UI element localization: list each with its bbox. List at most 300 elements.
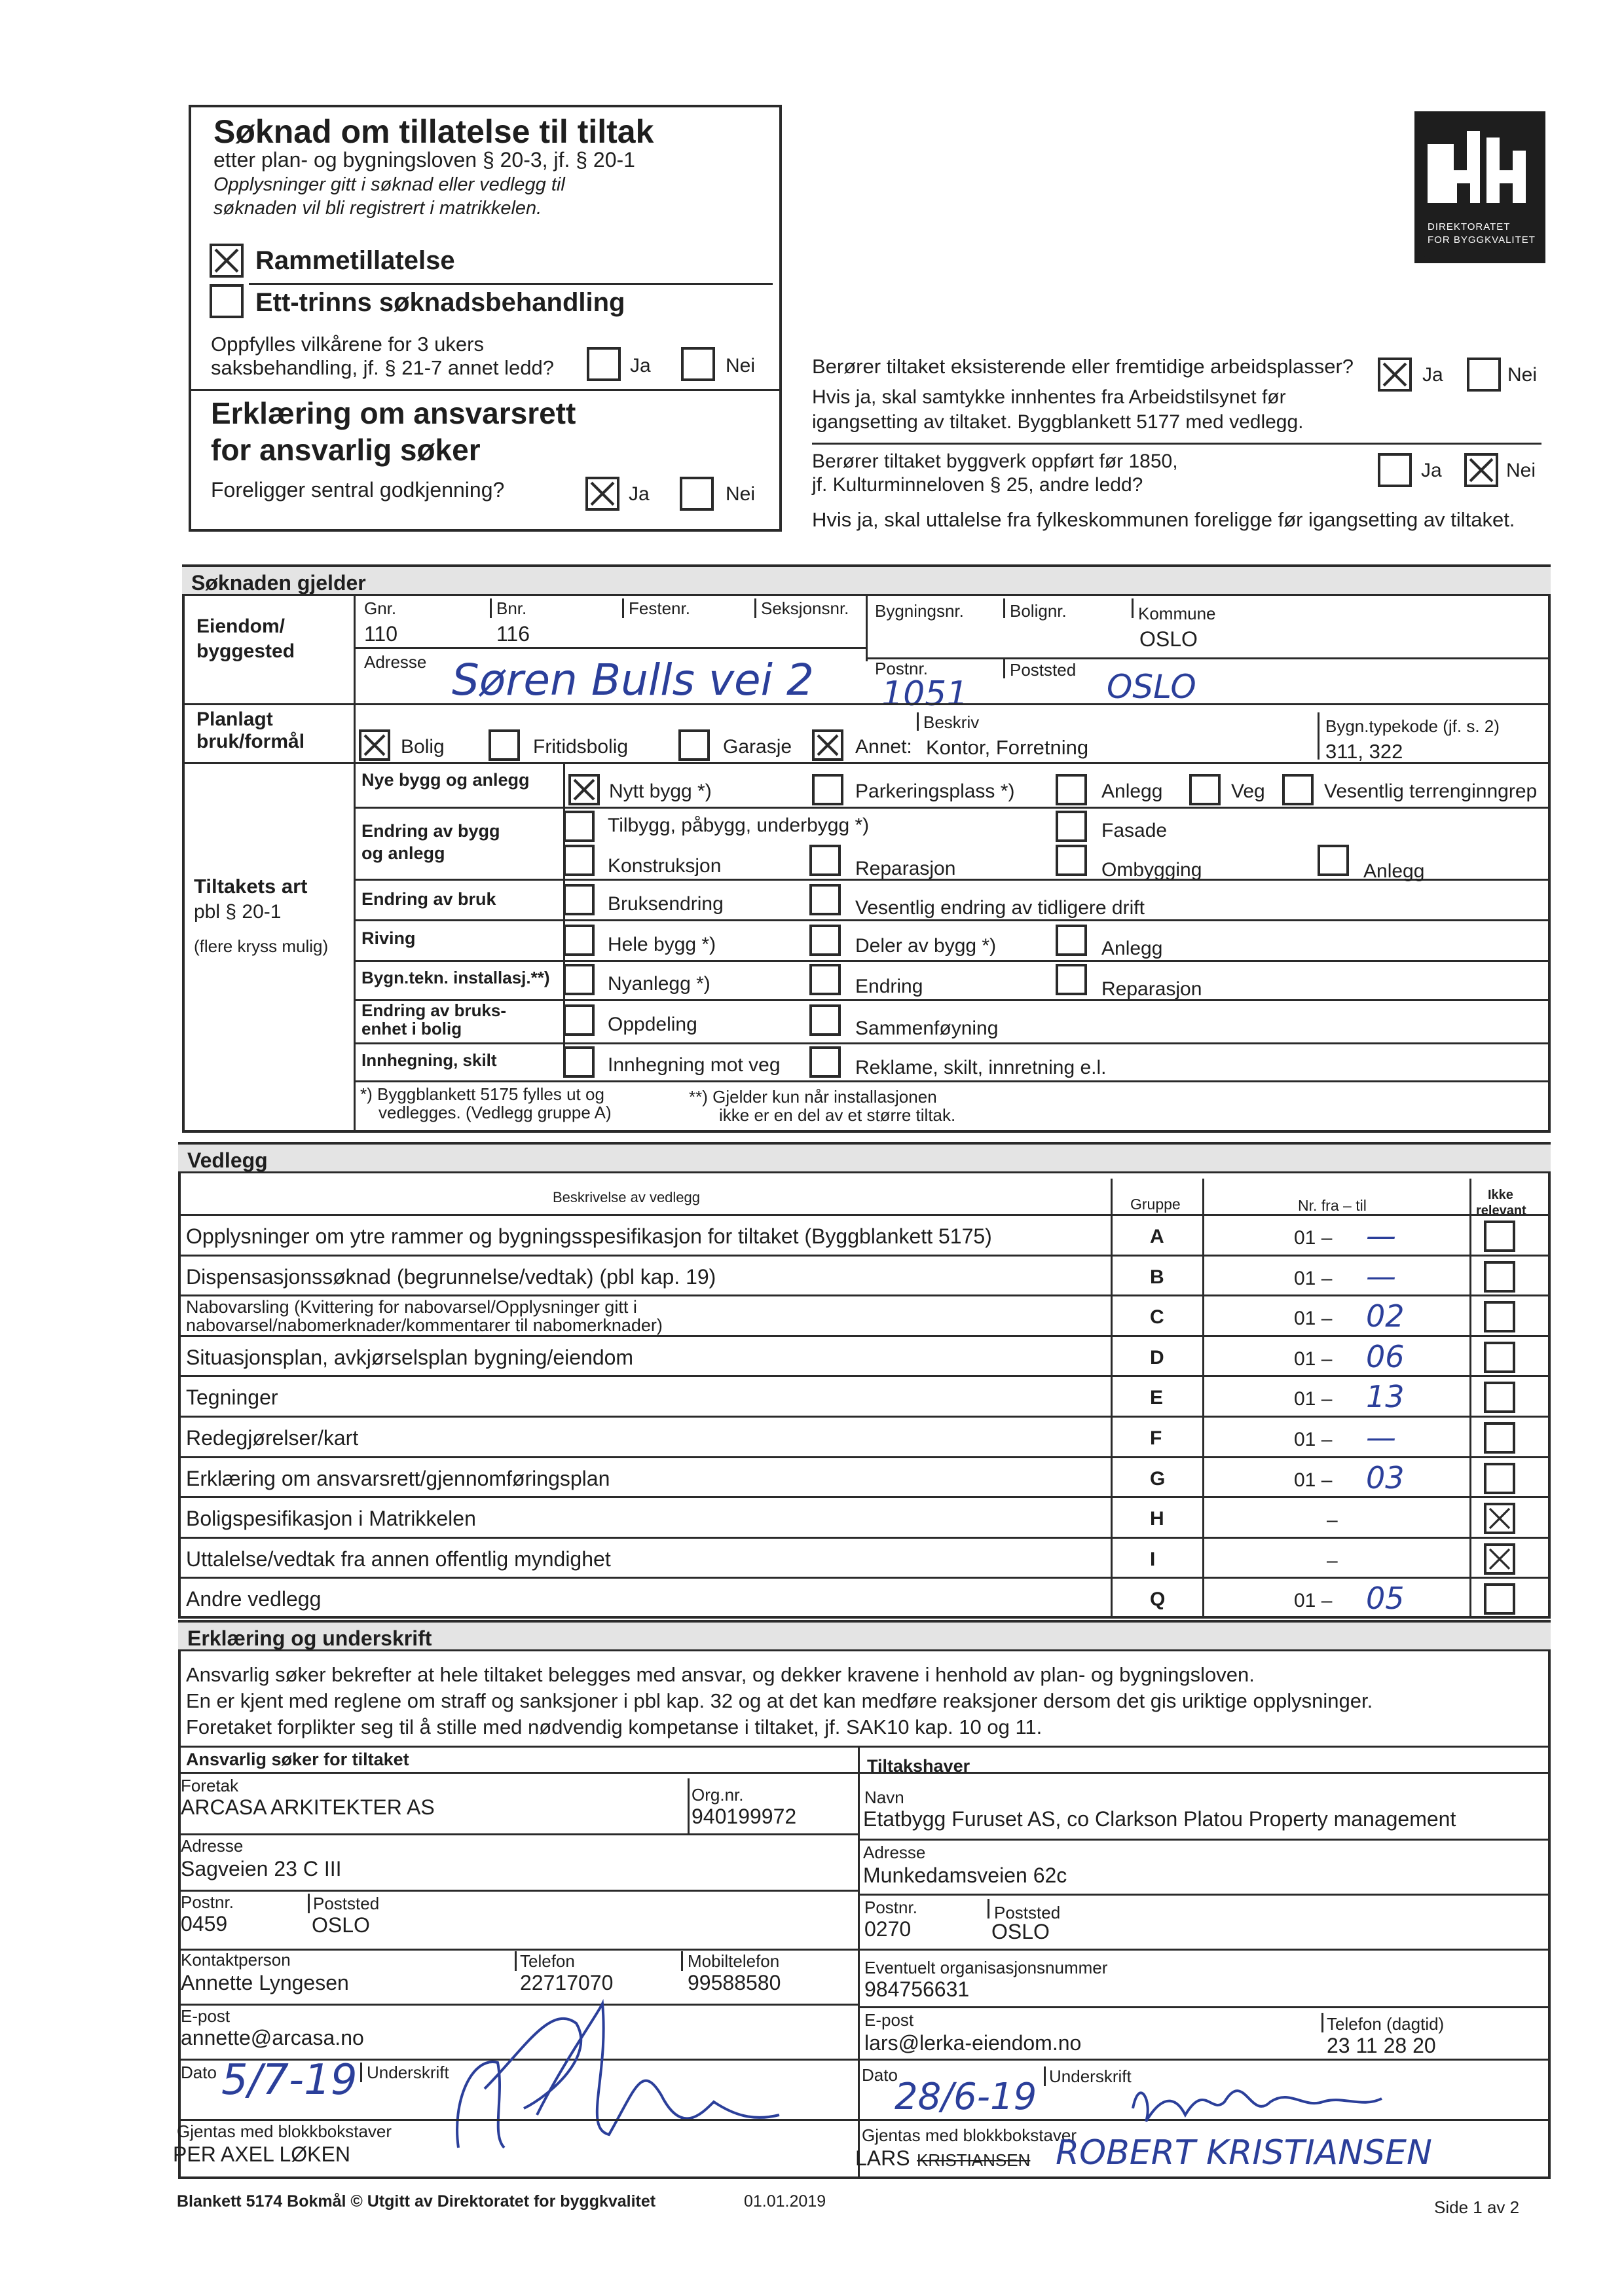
planlagt-label-2: bruk/formål bbox=[196, 731, 305, 752]
postnr-label: Postnr. bbox=[864, 1898, 917, 1917]
tiltakshaver-gjentas-struck: KRISTIANSEN bbox=[917, 2150, 1031, 2170]
orgnummer-label: Eventuelt organisasjonsnummer bbox=[864, 1958, 1108, 1977]
kommune-value[interactable]: OSLO bbox=[1139, 627, 1198, 651]
checkbox-deler-bygg[interactable] bbox=[809, 925, 841, 956]
checkbox-ikke-relevant[interactable] bbox=[1484, 1503, 1515, 1534]
checkbox-reparasjon-inst[interactable] bbox=[1056, 964, 1087, 995]
checkbox-ikke-relevant[interactable] bbox=[1484, 1301, 1515, 1332]
checkbox-ikke-relevant[interactable] bbox=[1484, 1543, 1515, 1575]
mobil-label: Mobiltelefon bbox=[688, 1951, 780, 1971]
tiltakshaver-signature bbox=[1113, 2063, 1388, 2135]
divider bbox=[858, 1746, 860, 2179]
divider bbox=[866, 596, 868, 661]
vedlegg-gruppe: G bbox=[1150, 1468, 1166, 1490]
soknad-header-bar bbox=[182, 564, 1551, 596]
checkbox-rammetillatelse[interactable] bbox=[210, 244, 244, 278]
footnote-1b: vedlegges. (Vedlegg gruppe A) bbox=[378, 1103, 612, 1122]
vedlegg-nr-til-handwritten[interactable]: — bbox=[1366, 1218, 1396, 1253]
checkbox-anlegg-endring[interactable] bbox=[1318, 845, 1349, 876]
divider bbox=[987, 1899, 989, 1919]
reparasjon-label: Reparasjon bbox=[1101, 978, 1202, 1000]
divider bbox=[754, 598, 756, 618]
vedlegg-nr-fra[interactable]: 01 – bbox=[1294, 1590, 1333, 1611]
annet-label: Annet: bbox=[855, 736, 912, 758]
soker-epost[interactable]: annette@arcasa.no bbox=[181, 2026, 364, 2049]
divider bbox=[917, 712, 919, 731]
telefon-label: Telefon bbox=[520, 1951, 575, 1971]
postnr-label: Postnr. bbox=[181, 1892, 234, 1912]
kommune-label: Kommune bbox=[1138, 604, 1216, 623]
divider bbox=[1469, 1179, 1471, 1619]
foretak-label: Foretak bbox=[181, 1776, 239, 1795]
art-label-2: pbl § 20-1 bbox=[194, 901, 282, 923]
tiltakshaver-dato-handwritten[interactable]: 28/6-19 bbox=[895, 2076, 1037, 2118]
vedlegg-description: Boligspesifikasjon i Matrikkelen bbox=[186, 1507, 476, 1530]
poststed-handwritten[interactable]: OSLO bbox=[1107, 668, 1196, 706]
th-telefon-label: Telefon (dagtid) bbox=[1327, 2014, 1445, 2034]
divider bbox=[688, 1778, 690, 1833]
checkbox-sentral-ja[interactable] bbox=[585, 477, 619, 511]
arbeidsplasser-question: Berører tiltaket eksisterende eller fremtidige arbeidsplasser? bbox=[812, 355, 1354, 378]
tiltakshaver-navn[interactable]: Etatbygg Furuset AS, co Clarkson Platou Property management bbox=[863, 1807, 1456, 1831]
checkbox-byggverk-ja[interactable] bbox=[1378, 453, 1412, 487]
divider bbox=[182, 703, 1551, 705]
checkbox-veg[interactable] bbox=[1189, 774, 1221, 805]
divider bbox=[1044, 2066, 1046, 2086]
checkbox-konstruksjon[interactable] bbox=[563, 845, 595, 876]
checkbox-byggverk-nei[interactable] bbox=[1464, 453, 1498, 487]
dato-label: Dato bbox=[181, 2063, 217, 2082]
vedlegg-gruppe: B bbox=[1150, 1266, 1164, 1288]
row-divider bbox=[178, 1456, 1551, 1458]
col-ikke-1: Ikke bbox=[1488, 1188, 1513, 1202]
label-ja: Ja bbox=[630, 355, 651, 376]
soker-poststed[interactable]: OSLO bbox=[312, 1913, 370, 1937]
divider bbox=[308, 1894, 310, 1913]
label-ja: Ja bbox=[1421, 460, 1442, 481]
oppdeling-label: Oppdeling bbox=[608, 1014, 697, 1035]
checkbox-ikke-relevant[interactable] bbox=[1484, 1342, 1515, 1373]
checkbox-bolig[interactable] bbox=[359, 729, 390, 761]
divider bbox=[1003, 659, 1005, 678]
divider bbox=[858, 2006, 1551, 2008]
checkbox-arbeid-nei[interactable] bbox=[1467, 358, 1501, 392]
adresse-label: Adresse bbox=[181, 1836, 244, 1856]
divider bbox=[515, 1951, 517, 1971]
label-nei: Nei bbox=[726, 483, 756, 505]
label-nei: Nei bbox=[1506, 460, 1536, 481]
gjentas-label: Gjentas med blokkbokstaver bbox=[862, 2125, 1077, 2145]
soker-postnr[interactable]: 0459 bbox=[181, 1912, 228, 1936]
arbeidsplasser-info-2: igangsetting av tiltaket. Byggblankett 5177 med vedlegg. bbox=[812, 411, 1304, 433]
adresse-handwritten[interactable]: Søren Bulls vei 2 bbox=[452, 655, 814, 705]
checkbox-ikke-relevant[interactable] bbox=[1484, 1583, 1515, 1615]
dato-label: Dato bbox=[862, 2065, 898, 2085]
divider bbox=[178, 1746, 1551, 1748]
row-riving: Riving bbox=[361, 928, 416, 948]
divider bbox=[1321, 2013, 1323, 2032]
tiltakshaver-gjentas-handwritten[interactable]: ROBERT KRISTIANSEN bbox=[1056, 2133, 1432, 2173]
option-ett-trinns: Ett-trinns søknadsbehandling bbox=[255, 288, 625, 317]
checkbox-endring[interactable] bbox=[809, 964, 841, 995]
sammenfoyning-label: Sammenføyning bbox=[855, 1018, 999, 1039]
erklaring-text-2: En er kjent med reglene om straff og sanksjoner i pbl kap. 32 og at det kan medføre reaksjoner dersom det gis uriktige opplysninger. bbox=[186, 1689, 1373, 1712]
divider bbox=[178, 1833, 858, 1835]
checkbox-ikke-relevant[interactable] bbox=[1484, 1463, 1515, 1494]
tiltakshaver-telefon[interactable]: 23 11 28 20 bbox=[1327, 2034, 1436, 2057]
checkbox-anlegg-riving[interactable] bbox=[1056, 925, 1087, 956]
vedlegg-gruppe: H bbox=[1150, 1508, 1164, 1530]
divider bbox=[178, 1949, 1551, 1951]
vedlegg-nr-til-handwritten[interactable]: — bbox=[1366, 1420, 1396, 1455]
checkbox-vilkar-ja[interactable] bbox=[587, 347, 621, 381]
ombygging-label: Ombygging bbox=[1101, 859, 1202, 881]
erklaring-text-3: Foretaket forplikter seg til å stille med nødvendig kompetanse i tiltaket, jf. SAK10 kap. 10 og 11. bbox=[186, 1716, 1043, 1738]
tiltakshaver-adresse[interactable]: Munkedamsveien 62c bbox=[863, 1864, 1067, 1887]
dibk-logo bbox=[1414, 111, 1545, 263]
vesentlig-endring-label: Vesentlig endring av tidligere drift bbox=[855, 897, 1145, 919]
innhegning-label: Innhegning mot veg bbox=[608, 1054, 781, 1076]
divider bbox=[178, 1890, 858, 1892]
row-innhegning: Innhegning, skilt bbox=[361, 1050, 497, 1070]
konstruksjon-label: Konstruksjon bbox=[608, 855, 722, 877]
checkbox-fasade[interactable] bbox=[1056, 811, 1087, 842]
divider bbox=[681, 1951, 683, 1971]
checkbox-anlegg-nye[interactable] bbox=[1056, 774, 1087, 805]
row-divider bbox=[178, 1496, 1551, 1498]
poststed-label: Poststed bbox=[994, 1903, 1061, 1922]
vedlegg-description: Uttalelse/vedtak fra annen offentlig myndighet bbox=[186, 1547, 611, 1571]
vedlegg-description: Nabovarsling (Kvittering for nabovarsel/Opplysninger gitt i bbox=[186, 1297, 637, 1317]
erklaring-text-1: Ansvarlig søker bekrefter at hele tiltaket belegges med ansvar, og dekker kravene i henhold av plan- og bygningsloven. bbox=[186, 1663, 1255, 1686]
soker-dato-handwritten[interactable]: 5/7-19 bbox=[221, 2056, 358, 2104]
typekode-value[interactable]: 311, 322 bbox=[1325, 740, 1403, 763]
checkbox-arbeid-ja[interactable] bbox=[1378, 358, 1412, 392]
fasade-label: Fasade bbox=[1101, 820, 1168, 841]
underskrift-label: Underskrift bbox=[1049, 2066, 1132, 2086]
foretak-value[interactable]: ARCASA ARKITEKTER AS bbox=[181, 1795, 435, 1819]
divider bbox=[178, 1772, 1551, 1774]
tiltakshaver-title: Tiltakshaver bbox=[867, 1756, 970, 1776]
vedlegg-nr-fra[interactable]: 01 – bbox=[1294, 1388, 1333, 1410]
row-divider bbox=[178, 1416, 1551, 1418]
kontakt-label: Kontaktperson bbox=[181, 1950, 291, 1970]
divider bbox=[354, 1080, 1551, 1082]
vedlegg-gruppe: F bbox=[1150, 1427, 1162, 1449]
divider bbox=[182, 762, 1551, 764]
checkbox-ikke-relevant[interactable] bbox=[1484, 1382, 1515, 1413]
erklaring-title: Erklæring og underskrift bbox=[187, 1626, 432, 1650]
anlegg-label: Anlegg bbox=[1101, 780, 1163, 802]
row-divider bbox=[178, 1214, 1551, 1216]
soknad-title: Søknaden gjelder bbox=[191, 571, 366, 595]
checkbox-innhegning[interactable] bbox=[563, 1046, 595, 1078]
checkbox-nytt-bygg[interactable] bbox=[568, 774, 600, 805]
vedlegg-nr-til-handwritten[interactable]: 02 bbox=[1366, 1298, 1405, 1334]
vedlegg-nr-fra[interactable]: 01 – bbox=[1294, 1268, 1333, 1289]
divider bbox=[1111, 1179, 1113, 1619]
vedlegg-gruppe: A bbox=[1150, 1226, 1164, 1247]
col-beskrivelse: Beskrivelse av vedlegg bbox=[553, 1189, 701, 1205]
footnote-2a: **) Gjelder kun når installasjonen bbox=[689, 1087, 937, 1107]
footer-page: Side 1 av 2 bbox=[1434, 2197, 1520, 2217]
vedlegg-description: Erklæring om ansvarsrett/gjennomføringsplan bbox=[186, 1467, 610, 1490]
vedlegg-description: Andre vedlegg bbox=[186, 1587, 322, 1611]
soker-gjentas[interactable]: PER AXEL LØKEN bbox=[173, 2142, 350, 2166]
row-bruksenhet-2: enhet i bolig bbox=[361, 1019, 462, 1038]
checkbox-annet[interactable] bbox=[812, 729, 843, 761]
tiltakshaver-gjentas-print[interactable]: LARS bbox=[855, 2146, 910, 2170]
label-ja: Ja bbox=[629, 483, 650, 505]
vedlegg-description: Tegninger bbox=[186, 1386, 278, 1409]
underskrift-label: Underskrift bbox=[367, 2063, 449, 2082]
form-subtitle: etter plan- og bygningsloven § 20-3, jf. § 20-1 bbox=[213, 148, 635, 172]
footnote-2b: ikke er en del av et større tiltak. bbox=[719, 1105, 956, 1125]
divider bbox=[178, 2059, 1551, 2061]
vedlegg-description: Redegjørelser/kart bbox=[186, 1426, 359, 1450]
checkbox-parkering[interactable] bbox=[812, 774, 843, 805]
label-nei: Nei bbox=[726, 355, 756, 376]
bolignr-label: Bolignr. bbox=[1010, 601, 1067, 621]
typekode-label: Bygn.typekode (jf. s. 2) bbox=[1325, 716, 1500, 736]
checkbox-sammenfoyning[interactable] bbox=[809, 1004, 841, 1036]
checkbox-ombygging[interactable] bbox=[1056, 845, 1087, 876]
anlegg-label: Anlegg bbox=[1101, 938, 1163, 959]
orgnr-value[interactable]: 940199972 bbox=[692, 1805, 797, 1828]
festenr-label: Festenr. bbox=[629, 598, 690, 618]
row-divider bbox=[178, 1255, 1551, 1257]
vedlegg-gruppe: Q bbox=[1150, 1588, 1166, 1610]
mobil-value[interactable]: 99588580 bbox=[688, 1971, 781, 1994]
checkbox-reklame[interactable] bbox=[809, 1046, 841, 1078]
gjentas-label: Gjentas med blokkbokstaver bbox=[177, 2121, 392, 2141]
seksjonsnr-label: Seksjonsnr. bbox=[761, 598, 849, 618]
vedlegg-nr-til-handwritten[interactable]: 03 bbox=[1366, 1460, 1405, 1496]
nyanlegg-label: Nyanlegg *) bbox=[608, 973, 710, 995]
divider bbox=[354, 647, 866, 649]
divider bbox=[858, 1894, 1551, 1896]
fritidsbolig-label: Fritidsbolig bbox=[533, 736, 629, 758]
vedlegg-nr-fra[interactable]: – bbox=[1327, 1550, 1338, 1571]
divider bbox=[1003, 598, 1005, 618]
divider bbox=[354, 960, 1551, 962]
erklaring-header-bar bbox=[178, 1620, 1551, 1651]
divider bbox=[354, 596, 356, 1133]
check-x-icon bbox=[1486, 1505, 1513, 1532]
label-nei: Nei bbox=[1507, 364, 1538, 386]
logo-text-1: DIREKTORATET bbox=[1428, 221, 1511, 232]
gnr-label: Gnr. bbox=[364, 598, 397, 618]
vedlegg-nr-fra[interactable]: – bbox=[1327, 1509, 1338, 1531]
vedlegg-description: Dispensasjonssøknad (begrunnelse/vedtak) (pbl kap. 19) bbox=[186, 1265, 716, 1289]
divider bbox=[812, 443, 1541, 445]
row-endring-bruk: Endring av bruk bbox=[361, 889, 496, 909]
vedlegg-nr-til-handwritten[interactable]: — bbox=[1366, 1258, 1396, 1294]
eiendom-label-2: byggested bbox=[196, 640, 295, 662]
checkbox-hele-bygg[interactable] bbox=[563, 925, 595, 956]
arbeidsplasser-info-1: Hvis ja, skal samtykke innhentes fra Arbeidstilsynet før bbox=[812, 386, 1286, 408]
epost-label: E-post bbox=[181, 2006, 231, 2026]
divider bbox=[1202, 1179, 1204, 1619]
vedlegg-description: Situasjonsplan, avkjørselsplan bygning/eiendom bbox=[186, 1346, 634, 1369]
footnote-1a: *) Byggblankett 5175 fylles ut og bbox=[360, 1084, 604, 1104]
hele-bygg-label: Hele bygg *) bbox=[608, 934, 716, 955]
vedlegg-title: Vedlegg bbox=[187, 1148, 268, 1172]
divider bbox=[1318, 712, 1320, 760]
check-x-icon bbox=[1486, 1546, 1513, 1572]
checkbox-reparasjon[interactable] bbox=[809, 845, 841, 876]
checkbox-nyanlegg[interactable] bbox=[563, 964, 595, 995]
checkbox-bruksendring[interactable] bbox=[563, 884, 595, 915]
tiltakshaver-epost[interactable]: lars@lerka-eiendom.no bbox=[864, 2031, 1082, 2055]
checkbox-ikke-relevant[interactable] bbox=[1484, 1221, 1515, 1252]
art-label-3: (flere kryss mulig) bbox=[194, 936, 329, 956]
footer-date: 01.01.2019 bbox=[744, 2192, 826, 2211]
erklaring-heading-1: Erklæring om ansvarsrett bbox=[211, 396, 576, 430]
planlagt-label-1: Planlagt bbox=[196, 708, 273, 730]
nytt-bygg-label: Nytt bygg *) bbox=[609, 780, 712, 802]
telefon-value[interactable]: 22717070 bbox=[520, 1971, 614, 1994]
erklaring-heading-2: for ansvarlig søker bbox=[211, 433, 481, 467]
divider bbox=[354, 999, 1551, 1001]
endring-label: Endring bbox=[855, 976, 923, 997]
bnr-value[interactable]: 116 bbox=[496, 622, 530, 646]
checkbox-vesentlig-endring[interactable] bbox=[809, 884, 841, 915]
reklame-label: Reklame, skilt, innretning e.l. bbox=[855, 1057, 1107, 1078]
divider bbox=[354, 1042, 1551, 1044]
vedlegg-nr-fra[interactable]: 01 – bbox=[1294, 1348, 1333, 1370]
vedlegg-nr-fra[interactable]: 01 – bbox=[1294, 1469, 1333, 1491]
divider bbox=[249, 283, 773, 285]
beskriv-value[interactable]: Kontor, Forretning bbox=[926, 736, 1089, 759]
vedlegg-nr-fra[interactable]: 01 – bbox=[1294, 1227, 1333, 1249]
option-rammetillatelse: Rammetillatelse bbox=[255, 246, 455, 275]
soker-signature bbox=[445, 1984, 786, 2174]
soker-title: Ansvarlig søker for tiltaket bbox=[186, 1750, 409, 1769]
byggverk-question-1: Berører tiltaket byggverk oppført før 1850, bbox=[812, 450, 1178, 472]
divider bbox=[189, 389, 782, 391]
postnr-label: Postnr. bbox=[875, 659, 928, 678]
vedlegg-nr-fra[interactable]: 01 – bbox=[1294, 1429, 1333, 1450]
vilkar-question-1: Oppfylles vilkårene for 3 ukers bbox=[211, 333, 484, 356]
vedlegg-nr-til-handwritten[interactable]: 06 bbox=[1366, 1339, 1405, 1374]
divider bbox=[622, 598, 624, 618]
parkering-label: Parkeringsplass *) bbox=[855, 780, 1015, 802]
epost-label: E-post bbox=[864, 2010, 914, 2030]
tiltakshaver-poststed[interactable]: OSLO bbox=[991, 1920, 1050, 1943]
reparasjon-label: Reparasjon bbox=[855, 858, 956, 879]
label-ja: Ja bbox=[1422, 364, 1443, 386]
logo-text-2: FOR BYGGKVALITET bbox=[1428, 234, 1536, 246]
navn-label: Navn bbox=[864, 1788, 904, 1807]
divider bbox=[490, 598, 492, 618]
row-divider bbox=[178, 1335, 1551, 1337]
poststed-label: Poststed bbox=[1010, 660, 1077, 680]
checkbox-terreng[interactable] bbox=[1282, 774, 1314, 805]
byggverk-question-2: jf. Kulturminneloven § 25, andre ledd? bbox=[812, 474, 1143, 496]
row-nye-bygg: Nye bygg og anlegg bbox=[361, 770, 530, 790]
divider bbox=[354, 807, 1551, 809]
beskriv-label: Beskriv bbox=[923, 712, 980, 732]
divider bbox=[360, 2063, 362, 2082]
gnr-value[interactable]: 110 bbox=[364, 622, 398, 646]
tiltakshaver-orgnummer[interactable]: 984756631 bbox=[864, 1977, 970, 2001]
row-divider bbox=[178, 1577, 1551, 1579]
adresse-label: Adresse bbox=[863, 1843, 926, 1862]
divider bbox=[858, 1839, 1551, 1841]
vedlegg-description: Opplysninger om ytre rammer og bygningsspesifikasjon for tiltaket (Byggblankett 5175) bbox=[186, 1224, 992, 1248]
eiendom-label-1: Eiendom/ bbox=[196, 615, 286, 637]
checkbox-vilkar-nei[interactable] bbox=[681, 347, 715, 381]
bygningsnr-label: Bygningsnr. bbox=[875, 601, 964, 621]
checkbox-ikke-relevant[interactable] bbox=[1484, 1422, 1515, 1454]
vedlegg-nr-fra[interactable]: 01 – bbox=[1294, 1308, 1333, 1329]
divider bbox=[1132, 598, 1134, 618]
footer-left: Blankett 5174 Bokmål © Utgitt av Direktoratet for byggkvalitet bbox=[177, 2192, 656, 2211]
sentral-question: Foreligger sentral godkjenning? bbox=[211, 478, 505, 502]
poststed-label: Poststed bbox=[313, 1894, 380, 1913]
bnr-label: Bnr. bbox=[496, 598, 527, 618]
row-divider bbox=[178, 1375, 1551, 1377]
veg-label: Veg bbox=[1231, 780, 1265, 802]
divider bbox=[866, 657, 1551, 659]
bolig-label: Bolig bbox=[401, 736, 445, 758]
registry-note-2: søknaden vil bli registrert i matrikkelen. bbox=[213, 198, 542, 219]
vedlegg-description-line-2: nabovarsel/nabomerknader/kommentarer til nabomerknader) bbox=[186, 1315, 663, 1335]
adresse-label: Adresse bbox=[364, 652, 427, 672]
terreng-label: Vesentlig terrenginngrep bbox=[1324, 780, 1538, 802]
checkbox-oppdeling[interactable] bbox=[563, 1004, 595, 1036]
byggverk-info: Hvis ja, skal uttalelse fra fylkeskommunen foreligge før igangsetting av tiltaket. bbox=[812, 508, 1515, 531]
kontakt-value[interactable]: Annette Lyngesen bbox=[181, 1971, 349, 1994]
col-gruppe: Gruppe bbox=[1130, 1196, 1181, 1213]
form-title: Søknad om tillatelse til tiltak bbox=[213, 113, 654, 150]
tilbygg-label: Tilbygg, påbygg, underbygg *) bbox=[608, 815, 870, 836]
vedlegg-gruppe: E bbox=[1150, 1387, 1164, 1408]
deler-bygg-label: Deler av bygg *) bbox=[855, 935, 997, 957]
orgnr-label: Org.nr. bbox=[692, 1785, 744, 1805]
row-installasj: Bygn.tekn. installasj.**) bbox=[361, 968, 550, 987]
row-bruksenhet-1: Endring av bruks- bbox=[361, 1001, 507, 1020]
postnr-handwritten[interactable]: 1051 bbox=[881, 674, 969, 714]
art-label-1: Tiltakets art bbox=[194, 875, 308, 898]
checkbox-fritidsbolig[interactable] bbox=[489, 729, 520, 761]
row-divider bbox=[178, 1537, 1551, 1539]
row-endring-1: Endring av bygg bbox=[361, 821, 500, 841]
vedlegg-nr-til-handwritten[interactable]: 05 bbox=[1366, 1581, 1405, 1616]
col-nr: Nr. fra – til bbox=[1298, 1197, 1367, 1214]
soker-adresse[interactable]: Sagveien 23 C III bbox=[181, 1857, 342, 1881]
vedlegg-gruppe: I bbox=[1150, 1549, 1156, 1570]
vedlegg-gruppe: C bbox=[1150, 1306, 1164, 1328]
checkbox-garasje[interactable] bbox=[678, 729, 710, 761]
tiltakshaver-postnr[interactable]: 0270 bbox=[864, 1917, 912, 1941]
anlegg-label: Anlegg bbox=[1363, 860, 1425, 882]
checkbox-ikke-relevant[interactable] bbox=[1484, 1261, 1515, 1293]
divider bbox=[354, 919, 1551, 921]
vilkar-question-2: saksbehandling, jf. § 21-7 annet ledd? bbox=[211, 356, 554, 379]
registry-note-1: Opplysninger gitt i søknad eller vedlegg til bbox=[213, 174, 565, 195]
row-divider bbox=[178, 1294, 1551, 1296]
checkbox-tilbygg[interactable] bbox=[563, 811, 595, 842]
col-ikke-2: relevant bbox=[1476, 1203, 1526, 1218]
vedlegg-header-bar bbox=[178, 1142, 1551, 1173]
vedlegg-nr-til-handwritten[interactable]: 13 bbox=[1366, 1379, 1405, 1414]
checkbox-ett-trinns[interactable] bbox=[210, 284, 244, 318]
row-endring-2: og anlegg bbox=[361, 843, 445, 863]
checkbox-sentral-nei[interactable] bbox=[680, 477, 714, 511]
bruksendring-label: Bruksendring bbox=[608, 893, 724, 915]
